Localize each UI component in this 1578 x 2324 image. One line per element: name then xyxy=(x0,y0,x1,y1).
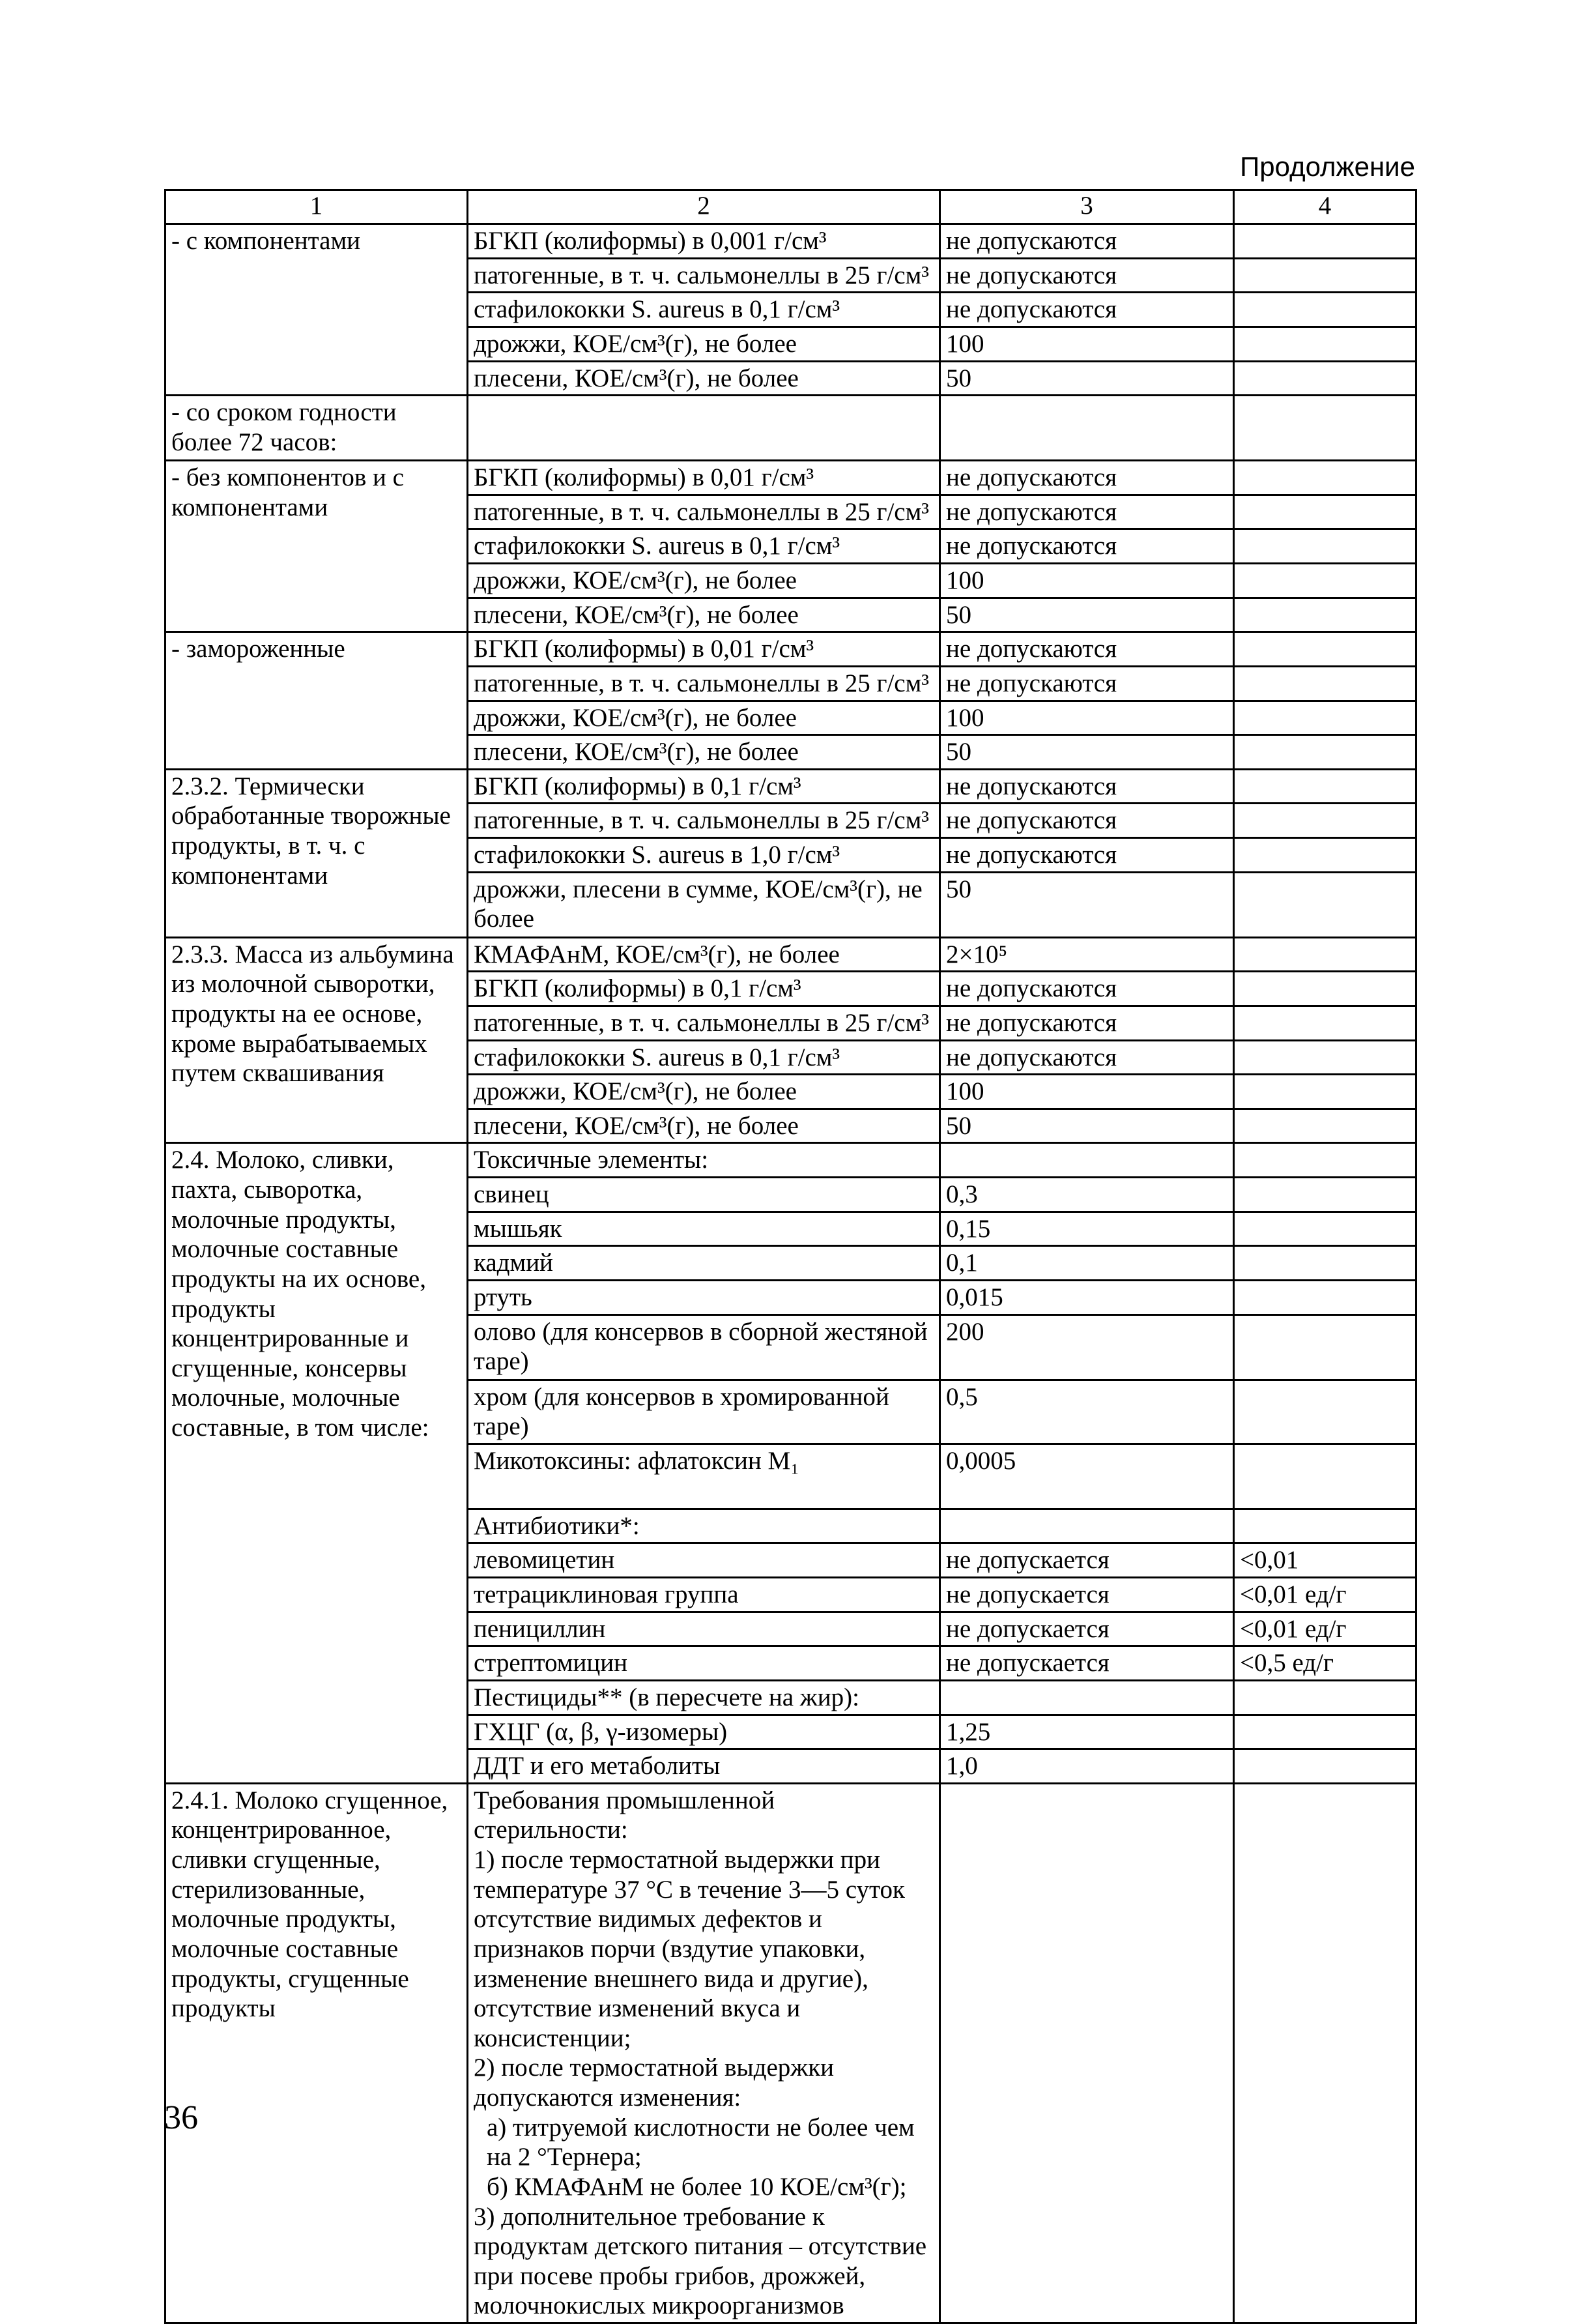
limit-cell: 0,15 xyxy=(940,1212,1234,1246)
limit-cell: не допускаются xyxy=(940,529,1234,564)
requirement-line: а) титруемой кислотности не более чем на 2 °Тернера; xyxy=(487,2113,915,2171)
requirement-line: б) КМАФАнМ не более 10 КОЕ/см³(г); xyxy=(487,2172,907,2201)
requirement-line: 3) дополнительное требование к продуктам детского питания – отсутствие при посеве пробы грибов, дрожжей, молочнокислых микроорганизмов xyxy=(474,2202,927,2320)
limit-cell: 0,3 xyxy=(940,1178,1234,1212)
table-row xyxy=(165,1143,1416,1178)
limit-cell: не допускаются xyxy=(940,769,1234,804)
indicator-cell: патогенные, в т. ч. сальмонеллы в 25 г/см³ xyxy=(468,1006,940,1040)
note-cell xyxy=(1234,396,1416,461)
indicator-cell: стафилококки S. aureus в 1,0 г/см³ xyxy=(468,838,940,873)
product-cell: - без компонентов и с компонентами xyxy=(165,461,468,632)
indicator-cell: стрептомицин xyxy=(468,1646,940,1681)
note-cell xyxy=(1234,701,1416,735)
indicator-cell: кадмий xyxy=(468,1246,940,1281)
limit-cell: не допускается xyxy=(940,1646,1234,1681)
note-cell xyxy=(1234,564,1416,598)
limit-cell: 100 xyxy=(940,564,1234,598)
note-cell xyxy=(1234,1143,1416,1178)
note-cell xyxy=(1234,1315,1416,1380)
note-cell xyxy=(1234,293,1416,327)
indicator-cell: БГКП (колиформы) в 0,01 г/см³ xyxy=(468,632,940,667)
note-cell xyxy=(1234,1509,1416,1543)
note-cell xyxy=(1234,1280,1416,1315)
note-cell xyxy=(1234,529,1416,564)
header-cell-2: 2 xyxy=(468,190,940,224)
limit-cell: не допускаются xyxy=(940,972,1234,1006)
indicator-cell: стафилококки S. aureus в 0,1 г/см³ xyxy=(468,293,940,327)
note-cell: <0,01 ед/г xyxy=(1234,1612,1416,1646)
note-cell xyxy=(1234,1783,1416,2323)
requirement-line: 1) после термостатной выдержки при температуре 37 °С в течение 3—5 суток отсутствие видимых дефектов и признаков порчи (вздутие упаковки, изменение внешнего вида и другие), отсутствие изменений вкуса и консистенции; xyxy=(474,1846,906,2052)
limit-cell: 50 xyxy=(940,1109,1234,1143)
limit-cell: 100 xyxy=(940,327,1234,361)
indicator-cell: ДДТ и его метаболиты xyxy=(468,1749,940,1784)
limit-cell: 100 xyxy=(940,1075,1234,1109)
note-cell xyxy=(1234,1444,1416,1509)
limit-cell: 0,015 xyxy=(940,1280,1234,1315)
note-cell xyxy=(1234,838,1416,873)
note-cell xyxy=(1234,361,1416,396)
indicator-cell: плесени, КОЕ/см³(г), не более xyxy=(468,598,940,632)
note-cell: <0,01 xyxy=(1234,1543,1416,1578)
table-row xyxy=(165,396,1416,461)
indicator-cell: БГКП (колиформы) в 0,01 г/см³ xyxy=(468,461,940,495)
indicator-cell: дрожжи, КОЕ/см³(г), не более xyxy=(468,327,940,361)
note-cell xyxy=(1234,872,1416,937)
indicator-cell: мышьяк xyxy=(468,1212,940,1246)
note-cell xyxy=(1234,461,1416,495)
note-cell xyxy=(1234,1075,1416,1109)
indicator-cell: дрожжи, КОЕ/см³(г), не более xyxy=(468,701,940,735)
header-cell-3: 3 xyxy=(940,190,1234,224)
note-cell xyxy=(1234,1749,1416,1784)
note-cell xyxy=(1234,666,1416,701)
indicator-cell: пенициллин xyxy=(468,1612,940,1646)
note-cell xyxy=(1234,1040,1416,1075)
note-cell xyxy=(1234,735,1416,770)
indicator-cell xyxy=(468,396,940,461)
indicator-cell: БГКП (колиформы) в 0,1 г/см³ xyxy=(468,769,940,804)
limit-cell: 50 xyxy=(940,735,1234,770)
note-cell xyxy=(1234,632,1416,667)
limit-cell: не допускаются xyxy=(940,838,1234,873)
header-cell-4: 4 xyxy=(1234,190,1416,224)
table-row xyxy=(165,461,1416,495)
indicator-cell: дрожжи, плесени в сумме, КОЕ/см³(г), не более xyxy=(468,872,940,937)
limit-cell: не допускаются xyxy=(940,632,1234,667)
indicator-cell: ртуть xyxy=(468,1280,940,1315)
limit-cell xyxy=(940,1783,1234,2323)
limit-cell: 1,0 xyxy=(940,1749,1234,1784)
indicator-cell: патогенные, в т. ч. сальмонеллы в 25 г/см³ xyxy=(468,666,940,701)
limit-cell: 50 xyxy=(940,598,1234,632)
requirement-line: Требования промышленной стерильности: xyxy=(474,1786,775,1844)
note-cell xyxy=(1234,495,1416,529)
indicator-cell: дрожжи, КОЕ/см³(г), не более xyxy=(468,1075,940,1109)
limit-cell: не допускаются xyxy=(940,224,1234,259)
table-row xyxy=(165,632,1416,667)
header-cell-1: 1 xyxy=(165,190,468,224)
note-cell xyxy=(1234,1380,1416,1444)
indicator-cell: патогенные, в т. ч. сальмонеллы в 25 г/см³ xyxy=(468,495,940,529)
indicator-cell: БГКП (колиформы) в 0,001 г/см³ xyxy=(468,224,940,259)
indicator-cell: патогенные, в т. ч. сальмонеллы в 25 г/см³ xyxy=(468,804,940,838)
product-cell: 2.3.2. Термически обработанные творожные продукты, в т. ч. с компонентами xyxy=(165,769,468,937)
requirement-line: 2) после термостатной выдержки допускаются изменения: xyxy=(474,2054,835,2112)
product-cell: - замороженные xyxy=(165,632,468,770)
indicator-cell: КМАФАнМ, КОЕ/см³(г), не более xyxy=(468,937,940,972)
product-cell: - со сроком годности более 72 часов: xyxy=(165,396,468,461)
indicator-cell: стафилококки S. aureus в 0,1 г/см³ xyxy=(468,529,940,564)
limit-cell: 200 xyxy=(940,1315,1234,1380)
limit-cell: не допускаются xyxy=(940,804,1234,838)
indicator-cell: хром (для консервов в хромированной таре) xyxy=(468,1380,940,1444)
indicator-cell: Антибиотики*: xyxy=(468,1509,940,1543)
limit-cell: не допускается xyxy=(940,1543,1234,1578)
note-cell xyxy=(1234,804,1416,838)
note-cell xyxy=(1234,1178,1416,1212)
indicator-cell: свинец xyxy=(468,1178,940,1212)
note-cell xyxy=(1234,258,1416,293)
indicator-cell: левомицетин xyxy=(468,1543,940,1578)
indicator-cell: Микотоксины: афлатоксин М₁ xyxy=(468,1444,940,1509)
limit-cell: не допускаются xyxy=(940,666,1234,701)
note-cell xyxy=(1234,1006,1416,1040)
indicator-cell: дрожжи, КОЕ/см³(г), не более xyxy=(468,564,940,598)
limit-cell: 0,1 xyxy=(940,1246,1234,1281)
indicator-cell: плесени, КОЕ/см³(г), не более xyxy=(468,1109,940,1143)
note-cell xyxy=(1234,1680,1416,1715)
table-row xyxy=(165,769,1416,804)
limit-cell: 50 xyxy=(940,361,1234,396)
limit-cell xyxy=(940,1680,1234,1715)
indicator-cell: ГХЦГ (α, β, γ-изомеры) xyxy=(468,1715,940,1749)
table-row xyxy=(165,224,1416,259)
indicator-cell: плесени, КОЕ/см³(г), не более xyxy=(468,361,940,396)
limit-cell xyxy=(940,1143,1234,1178)
indicator-cell: Пестициды** (в пересчете на жир): xyxy=(468,1680,940,1715)
limit-cell: не допускается xyxy=(940,1578,1234,1612)
limit-cell: 50 xyxy=(940,872,1234,937)
indicator-cell: патогенные, в т. ч. сальмонеллы в 25 г/см³ xyxy=(468,258,940,293)
limit-cell: не допускается xyxy=(940,1612,1234,1646)
product-cell: - с компонентами xyxy=(165,224,468,396)
table-header-row xyxy=(165,190,1416,224)
product-cell: 2.3.3. Масса из альбумина из молочной сыворотки, продукты на ее основе, кроме вырабатываемых путем сквашивания xyxy=(165,937,468,1143)
limit-cell: 0,5 xyxy=(940,1380,1234,1444)
indicator-cell: тетрациклиновая группа xyxy=(468,1578,940,1612)
requirements-table xyxy=(164,189,1417,2324)
indicator-cell xyxy=(468,1783,940,2323)
limit-cell: не допускаются xyxy=(940,258,1234,293)
indicator-cell: Токсичные элементы: xyxy=(468,1143,940,1178)
limit-cell: 1,25 xyxy=(940,1715,1234,1749)
limit-cell xyxy=(940,1509,1234,1543)
note-cell xyxy=(1234,769,1416,804)
limit-cell: не допускаются xyxy=(940,293,1234,327)
indicator-cell: БГКП (колиформы) в 0,1 г/см³ xyxy=(468,972,940,1006)
product-cell: 2.4. Молоко, сливки, пахта, сыворотка, молочные продукты, молочные составные продукты на их основе, продукты концентрированные и сгущенные, консервы молочные, молочные составные, в том числе: xyxy=(165,1143,468,1783)
table-row xyxy=(165,937,1416,972)
page-number: 36 xyxy=(164,2099,198,2136)
product-cell: 2.4.1. Молоко сгущенное, концентрированное, сливки сгущенные, стерилизованные, молочные продукты, молочные составные продукты, сгущенные продукты xyxy=(165,1783,468,2323)
note-cell: <0,5 ед/г xyxy=(1234,1646,1416,1681)
note-cell xyxy=(1234,327,1416,361)
note-cell xyxy=(1234,598,1416,632)
note-cell xyxy=(1234,937,1416,972)
note-cell xyxy=(1234,1109,1416,1143)
limit-cell: 2×10⁵ xyxy=(940,937,1234,972)
limit-cell: не допускаются xyxy=(940,1006,1234,1040)
indicator-cell: олово (для консервов в сборной жестяной таре) xyxy=(468,1315,940,1380)
limit-cell: не допускаются xyxy=(940,461,1234,495)
note-cell xyxy=(1234,972,1416,1006)
limit-cell: 100 xyxy=(940,701,1234,735)
continuation-label: Продолжение xyxy=(1240,151,1415,182)
note-cell xyxy=(1234,1715,1416,1749)
limit-cell: не допускаются xyxy=(940,495,1234,529)
note-cell xyxy=(1234,1212,1416,1246)
note-cell xyxy=(1234,1246,1416,1281)
indicator-cell: плесени, КОЕ/см³(г), не более xyxy=(468,735,940,770)
limit-cell: не допускаются xyxy=(940,1040,1234,1075)
table-row xyxy=(165,1783,1416,2323)
note-cell xyxy=(1234,224,1416,259)
indicator-cell: стафилококки S. aureus в 0,1 г/см³ xyxy=(468,1040,940,1075)
note-cell: <0,01 ед/г xyxy=(1234,1578,1416,1612)
limit-cell: 0,0005 xyxy=(940,1444,1234,1509)
limit-cell xyxy=(940,396,1234,461)
